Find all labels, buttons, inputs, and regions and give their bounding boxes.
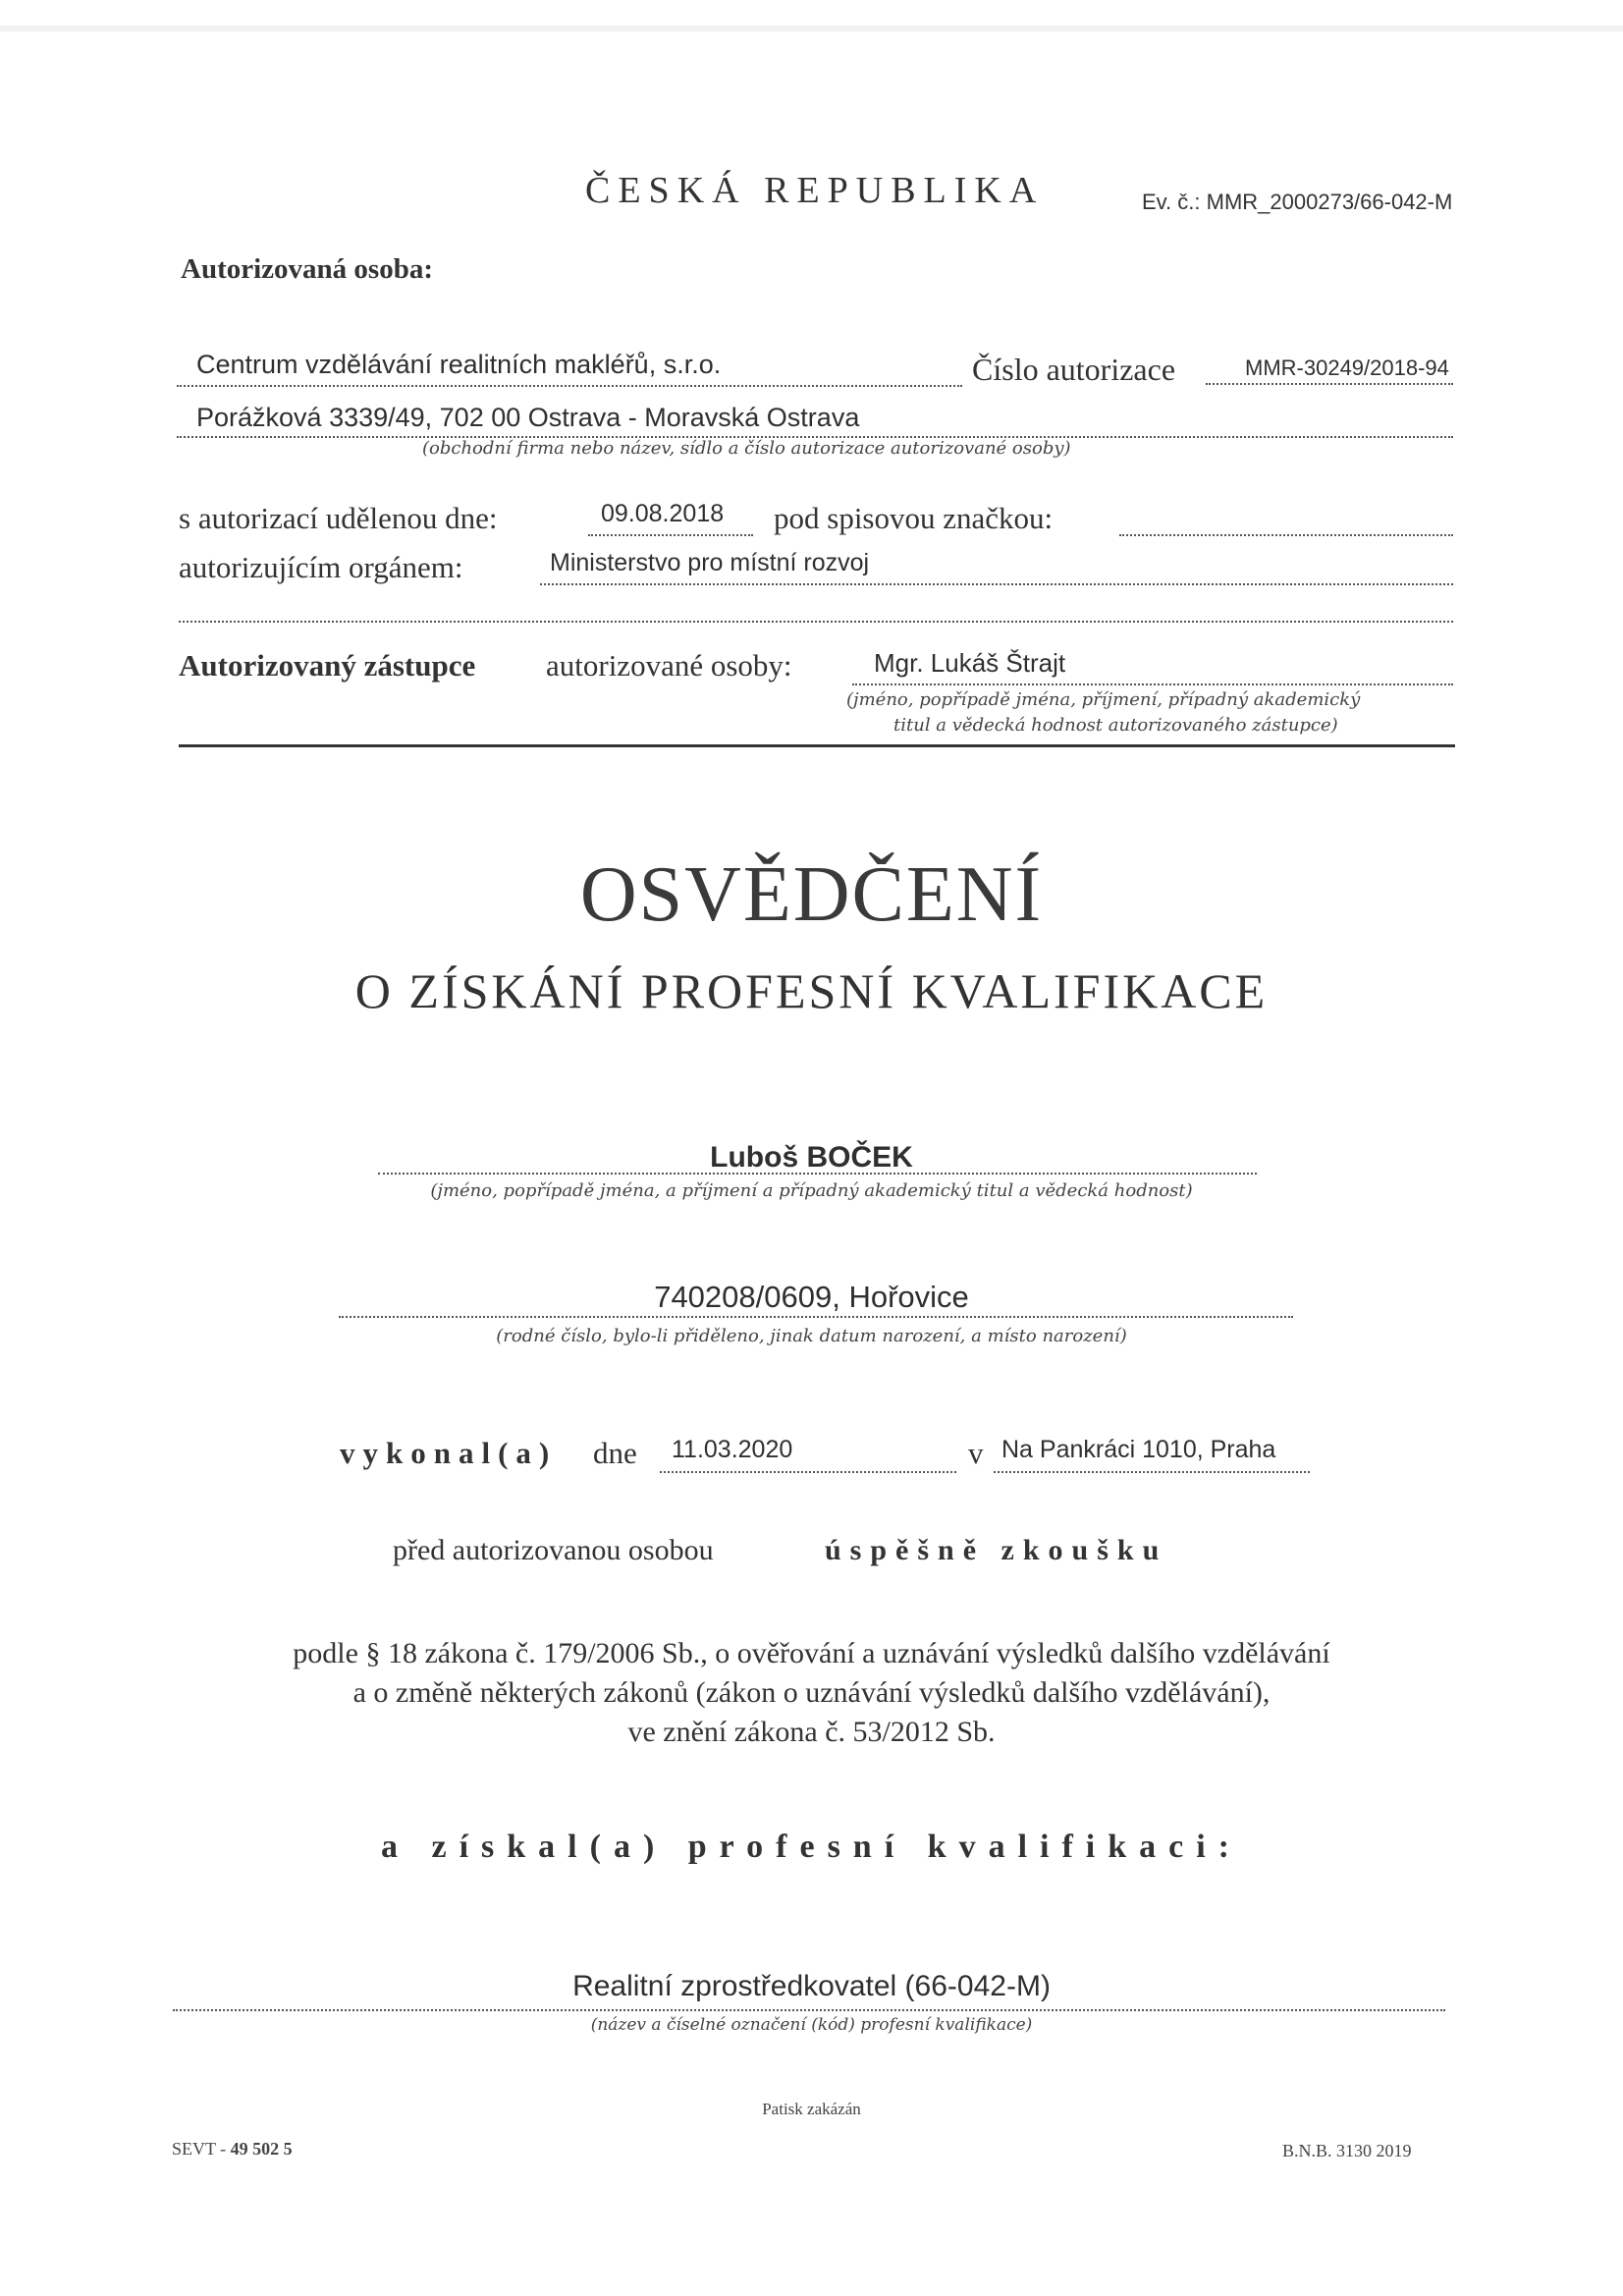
form-code-number: 49 502 5 xyxy=(230,2139,293,2159)
authorized-person-label: Autorizovaná osoba: xyxy=(181,253,433,285)
exam-result: úspěšně zkoušku xyxy=(825,1534,1168,1566)
blank-dotted-line xyxy=(179,599,1453,623)
qualification-heading: a získal(a) profesní kvalifikaci: xyxy=(381,1829,1242,1865)
address: Porážková 3339/49, 702 00 Ostrava - Moravská Ostrava xyxy=(196,403,860,432)
qualification-name: Realitní zprostředkovatel (66-042-M) xyxy=(572,1970,1051,2002)
authorized-person-name-field xyxy=(177,350,962,387)
reprint-notice: Patisk zakázán xyxy=(762,2100,861,2118)
exam-date: 11.03.2020 xyxy=(672,1436,793,1463)
country-title: ČESKÁ REPUBLIKA xyxy=(585,170,1045,211)
legal-basis-line-3: ve znění zákona č. 53/2012 Sb. xyxy=(627,1716,996,1748)
certificate-title: OSVĚDČENÍ xyxy=(579,851,1044,938)
legal-basis xyxy=(0,1634,1623,1752)
authorization-number-label: Číslo autorizace xyxy=(972,352,1176,387)
granted-label: s autorizací udělenou dne: xyxy=(179,501,498,535)
authorized-person-name: Centrum vzdělávání realitních makléřů, s.r.o. xyxy=(196,350,722,379)
representative-name: Mgr. Lukáš Štrajt xyxy=(874,648,1066,678)
file-ref-label: pod spisovou značkou: xyxy=(774,501,1054,535)
holder-birth-hint: (rodné číslo, bylo-li přiděleno, jinak datum narození, a místo narození) xyxy=(496,1326,1127,1346)
evidence-label: Ev. č.: xyxy=(1142,190,1201,214)
exam-place: Na Pankráci 1010, Praha xyxy=(1001,1436,1276,1463)
form-code-prefix: SEVT - xyxy=(172,2139,227,2159)
qualification-hint: (název a číselné označení (kód) profesní kvalifikace) xyxy=(590,2015,1033,2035)
holder-birth: 740208/0609, Hořovice xyxy=(654,1280,969,1314)
file-ref-field xyxy=(1119,501,1453,536)
section-divider xyxy=(179,744,1455,747)
representative-hint-2: titul a vědecká hodnost autorizovaného zástupce) xyxy=(893,715,1338,736)
evidence-number xyxy=(1142,190,1452,215)
granted-date: 09.08.2018 xyxy=(601,500,725,527)
representative-label: autorizované osoby: xyxy=(546,648,792,683)
legal-basis-line-2: a o změně některých zákonů (zákon o uznávání výsledků dalšího vzdělávání), xyxy=(352,1676,1271,1709)
scan-artifact-band xyxy=(0,26,1623,31)
address-field xyxy=(177,401,1453,438)
authority-label: autorizujícím orgánem: xyxy=(179,550,463,584)
before-authorized-label: před autorizovanou osobou xyxy=(393,1534,714,1566)
representative-label-bold: Autorizovaný zástupce xyxy=(179,648,476,683)
authority: Ministerstvo pro místní rozvoj xyxy=(550,549,870,576)
holder-name-hint: (jméno, popřípadě jména, a příjmení a případný akademický titul a vědecká hodnost) xyxy=(430,1180,1193,1201)
authorized-person-hint: (obchodní firma nebo název, sídlo a číslo autorizace autorizované osoby) xyxy=(422,438,1071,459)
certificate-subtitle: O ZÍSKÁNÍ PROFESNÍ KVALIFIKACE xyxy=(354,963,1269,1018)
exam-date-label: dne xyxy=(593,1436,637,1470)
exam-place-label: v xyxy=(968,1436,984,1470)
evidence-value: MMR_2000273/66-042-M xyxy=(1206,190,1453,214)
holder-name: Luboš BOČEK xyxy=(710,1141,913,1174)
form-code xyxy=(172,2139,293,2159)
performed-label: vykonal(a) xyxy=(340,1436,558,1470)
representative-hint-1: (jméno, popřípadě jména, příjmení, případný akademický xyxy=(846,689,1361,710)
authorization-number: MMR-30249/2018-94 xyxy=(1245,355,1449,380)
legal-basis-line-1: podle § 18 zákona č. 179/2006 Sb., o ověřování a uznávání výsledků dalšího vzdělávání xyxy=(293,1637,1330,1669)
printer-code: B.N.B. 3130 2019 xyxy=(1282,2141,1412,2160)
